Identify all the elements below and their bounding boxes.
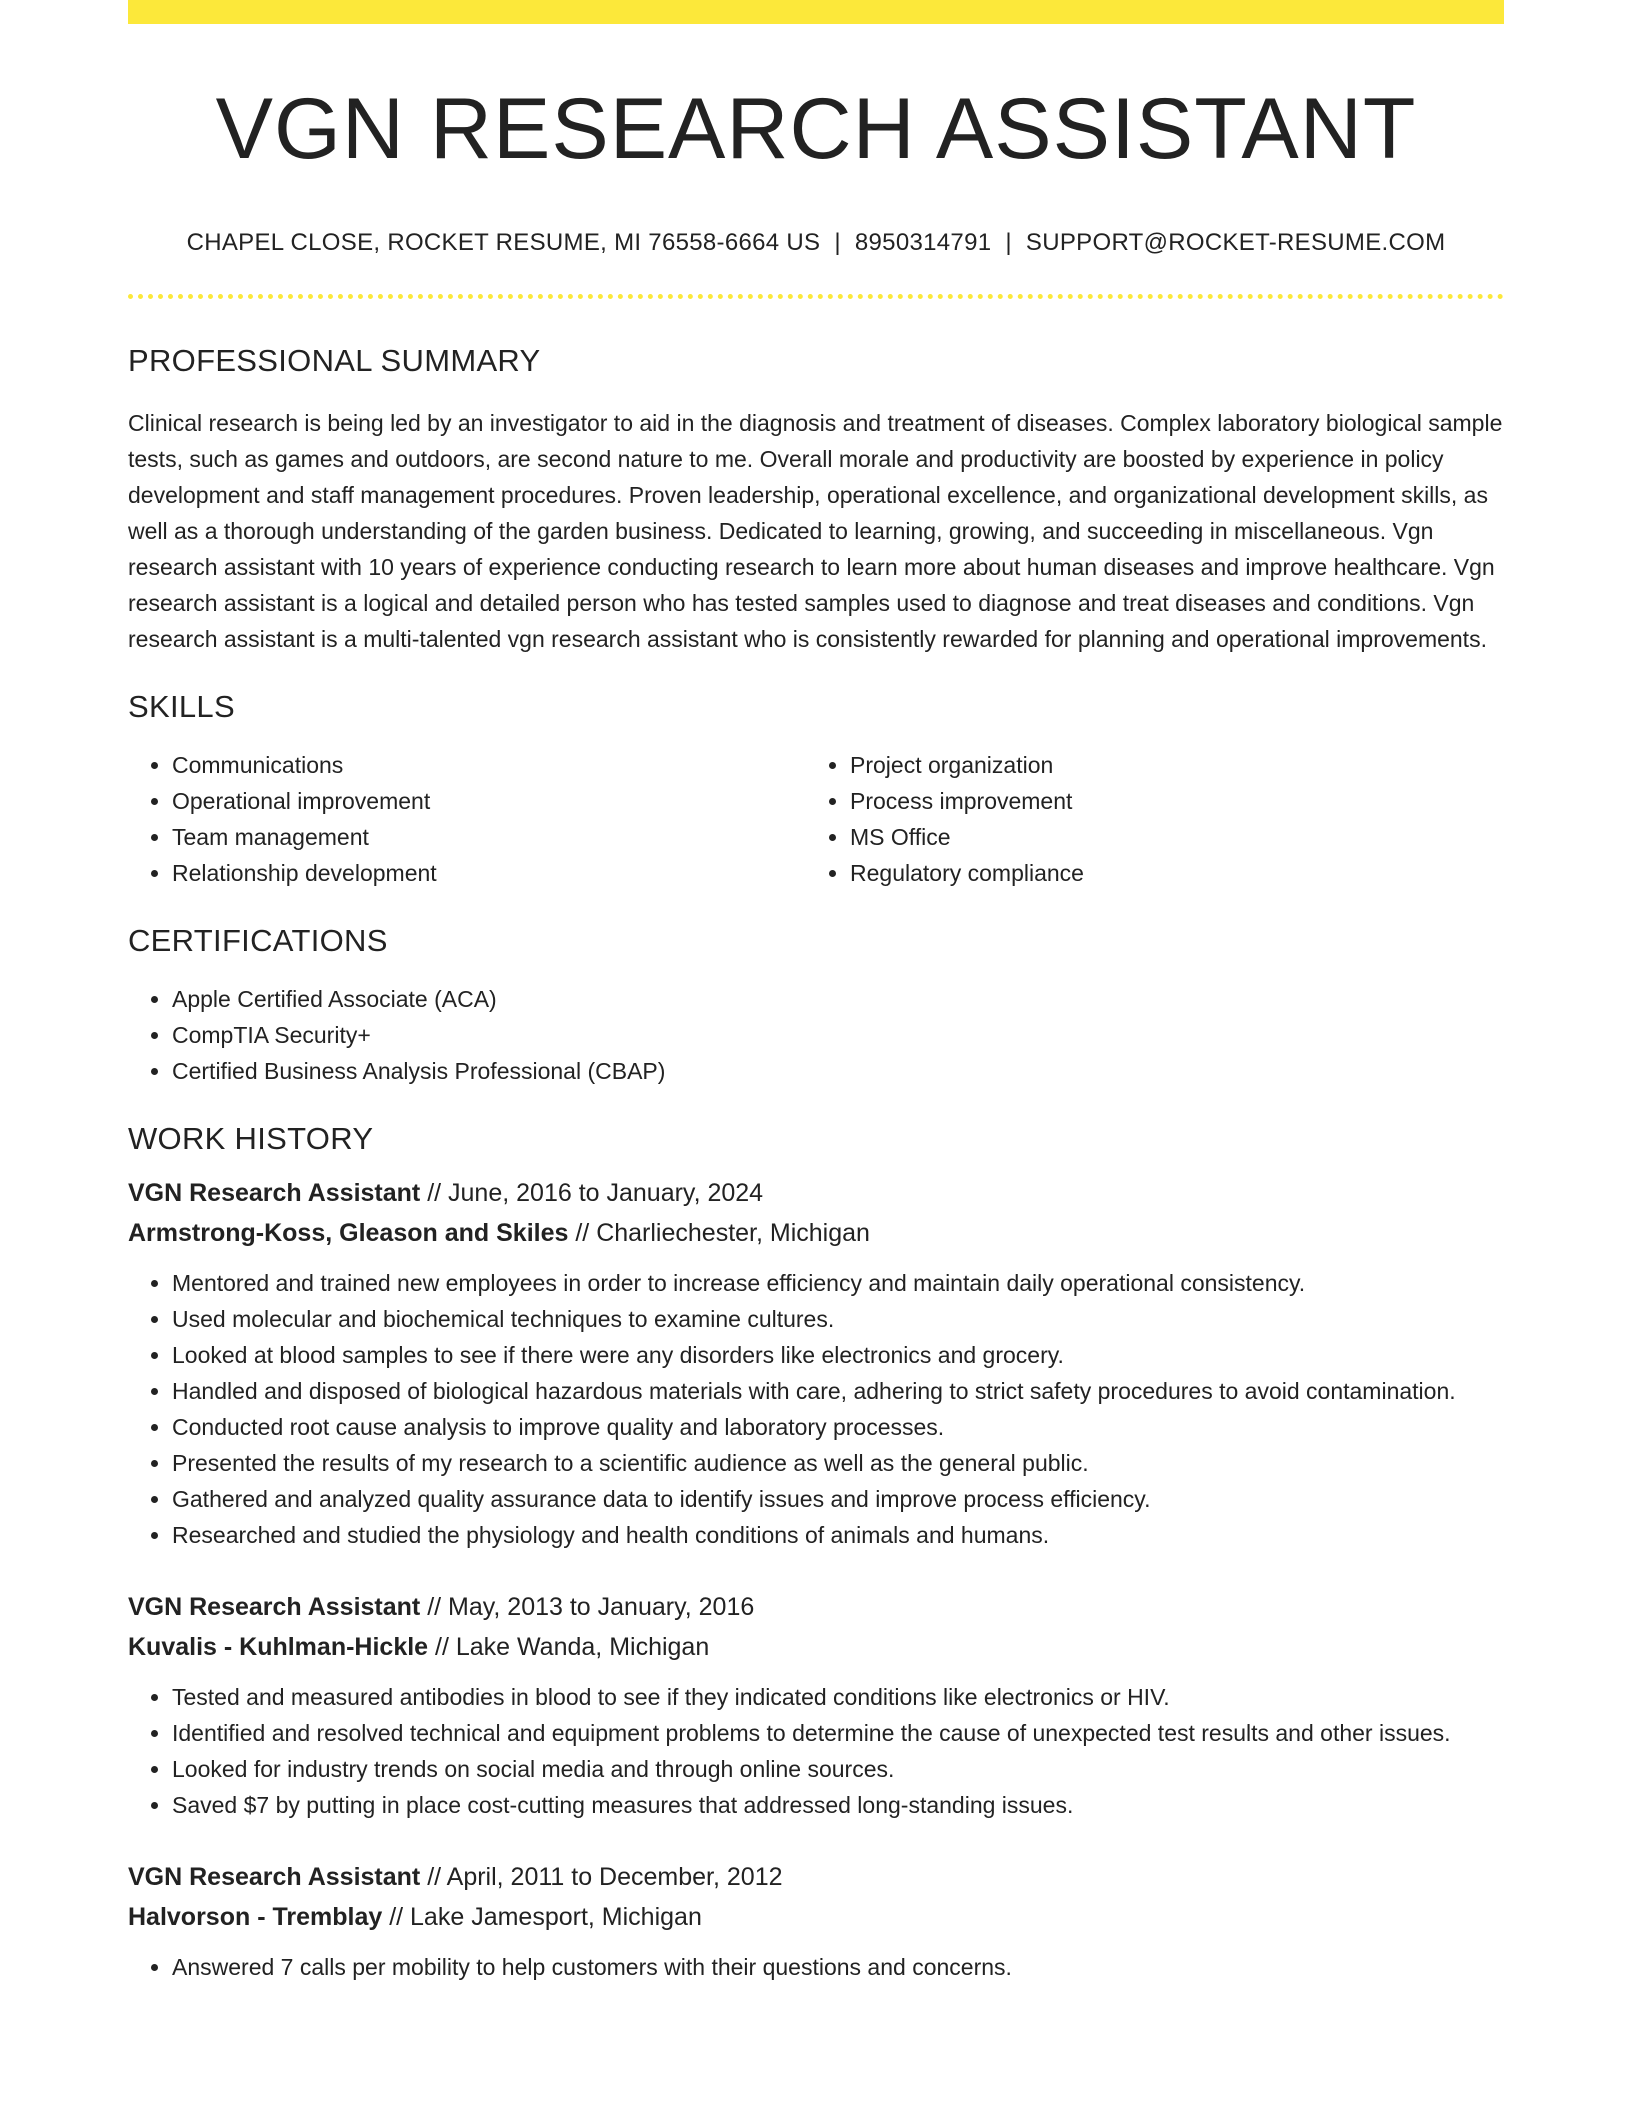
job-dates: // April, 2011 to December, 2012 xyxy=(420,1862,783,1891)
contact-separator: | xyxy=(834,228,841,256)
skill-item: • Operational improvement xyxy=(172,783,806,819)
skill-item: • Relationship development xyxy=(172,855,806,891)
job-bullet: • Gathered and analyzed quality assurance data to identify issues and improve process efficiency. xyxy=(172,1481,1504,1517)
skill-item: • Team management xyxy=(172,819,806,855)
job-bullets xyxy=(128,1949,1504,1985)
contact-line xyxy=(128,229,1504,257)
skill-item: • Project organization xyxy=(850,747,1484,783)
job-dates: // May, 2013 to January, 2016 xyxy=(420,1592,755,1621)
job-bullets xyxy=(128,1679,1504,1823)
job-bullet: • Researched and studied the physiology and health conditions of animals and humans. xyxy=(172,1517,1504,1553)
summary-text: Clinical research is being led by an investigator to aid in the diagnosis and treatment of diseases. Complex laboratory biological sample tests, such as games and outdoors, are second nature to me. Overall morale and productivity are boosted by experience in policy development and staff management procedures. Proven leadership, operational excellence, and organizational development skills, as well as a thorough understanding of the garden business. Dedicated to learning, growing, and succeeding in miscellaneous. Vgn research assistant with 10 years of experience conducting research to learn more about human diseases and improve healthcare. Vgn research assistant is a logical and detailed person who has tested samples used to diagnose and treat diseases and conditions. Vgn research assistant is a multi-talented vgn research assistant who is consistently rewarded for planning and operational improvements. xyxy=(128,409,1503,652)
job-bullet: • Presented the results of my research to a scientific audience as well as the general public. xyxy=(172,1445,1504,1481)
job-dates: // June, 2016 to January, 2024 xyxy=(420,1178,764,1207)
contact-address: CHAPEL CLOSE, ROCKET RESUME, MI 76558-6664 US xyxy=(186,228,821,256)
job-bullet: • Saved $7 by putting in place cost-cutting measures that addressed long-standing issues. xyxy=(172,1787,1504,1823)
job-bullet: • Handled and disposed of biological hazardous materials with care, adhering to strict safety procedures to avoid contamination. xyxy=(172,1373,1504,1409)
job-bullet: • Used molecular and biochemical techniques to examine cultures. xyxy=(172,1301,1504,1337)
skills-grid xyxy=(128,747,1504,891)
job-bullet: • Mentored and trained new employees in order to increase efficiency and maintain daily operational consistency. xyxy=(172,1265,1504,1301)
job-bullet: • Looked at blood samples to see if there were any disorders like electronics and grocery. xyxy=(172,1337,1504,1373)
job-role-line xyxy=(128,1173,1504,1213)
job-bullet: • Conducted root cause analysis to improve quality and laboratory processes. xyxy=(172,1409,1504,1445)
job-bullet: • Identified and resolved technical and equipment problems to determine the cause of unexpected test results and other issues. xyxy=(172,1715,1504,1751)
resume-page xyxy=(128,0,1504,1985)
job-location: // Lake Wanda, Michigan xyxy=(428,1632,710,1661)
certification-item: • CompTIA Security+ xyxy=(172,1017,1504,1053)
skills-list-right xyxy=(806,747,1484,891)
work-history-heading: WORK HISTORY xyxy=(128,1120,374,1156)
accent-bar xyxy=(128,0,1504,24)
job-company-line xyxy=(128,1897,1504,1937)
job-company: Halvorson - Tremblay xyxy=(128,1902,383,1931)
certifications-list xyxy=(128,981,1504,1089)
skills-column-left xyxy=(128,747,806,891)
job-role: VGN Research Assistant xyxy=(128,1862,421,1891)
skill-item: • Regulatory compliance xyxy=(850,855,1484,891)
job-role: VGN Research Assistant xyxy=(128,1178,421,1207)
job-company: Kuvalis - Kuhlman-Hickle xyxy=(128,1632,429,1661)
job-entry xyxy=(128,1587,1504,1823)
job-bullet: • Looked for industry trends on social media and through online sources. xyxy=(172,1751,1504,1787)
job-company-line xyxy=(128,1213,1504,1253)
skill-item: • Process improvement xyxy=(850,783,1484,819)
contact-email: SUPPORT@ROCKET-RESUME.COM xyxy=(1025,228,1446,256)
skill-item: • MS Office xyxy=(850,819,1484,855)
job-location: // Lake Jamesport, Michigan xyxy=(382,1902,702,1931)
job-company: Armstrong-Koss, Gleason and Skiles xyxy=(128,1218,569,1247)
job-company-line xyxy=(128,1627,1504,1667)
job-bullet: • Answered 7 calls per mobility to help customers with their questions and concerns. xyxy=(172,1949,1504,1985)
job-bullets xyxy=(128,1265,1504,1553)
job-role-line xyxy=(128,1857,1504,1897)
dotted-divider xyxy=(128,294,1504,299)
skills-list-left xyxy=(128,747,806,891)
skills-heading: SKILLS xyxy=(128,688,235,724)
job-bullet: • Tested and measured antibodies in blood to see if they indicated conditions like electronics or HIV. xyxy=(172,1679,1504,1715)
job-role: VGN Research Assistant xyxy=(128,1592,421,1621)
contact-separator: | xyxy=(1005,228,1012,256)
candidate-name: VGN RESEARCH ASSISTANT xyxy=(215,81,1417,177)
skills-column-right xyxy=(806,747,1484,891)
summary-heading: PROFESSIONAL SUMMARY xyxy=(128,342,541,378)
job-entry xyxy=(128,1173,1504,1553)
job-entry xyxy=(128,1857,1504,1985)
certification-item: • Certified Business Analysis Professional (CBAP) xyxy=(172,1053,1504,1089)
skill-item: • Communications xyxy=(172,747,806,783)
job-role-line xyxy=(128,1587,1504,1627)
job-location: // Charliechester, Michigan xyxy=(568,1218,870,1247)
certification-item: • Apple Certified Associate (ACA) xyxy=(172,981,1504,1017)
certifications-heading: CERTIFICATIONS xyxy=(128,922,388,958)
contact-phone: 8950314791 xyxy=(854,228,992,256)
